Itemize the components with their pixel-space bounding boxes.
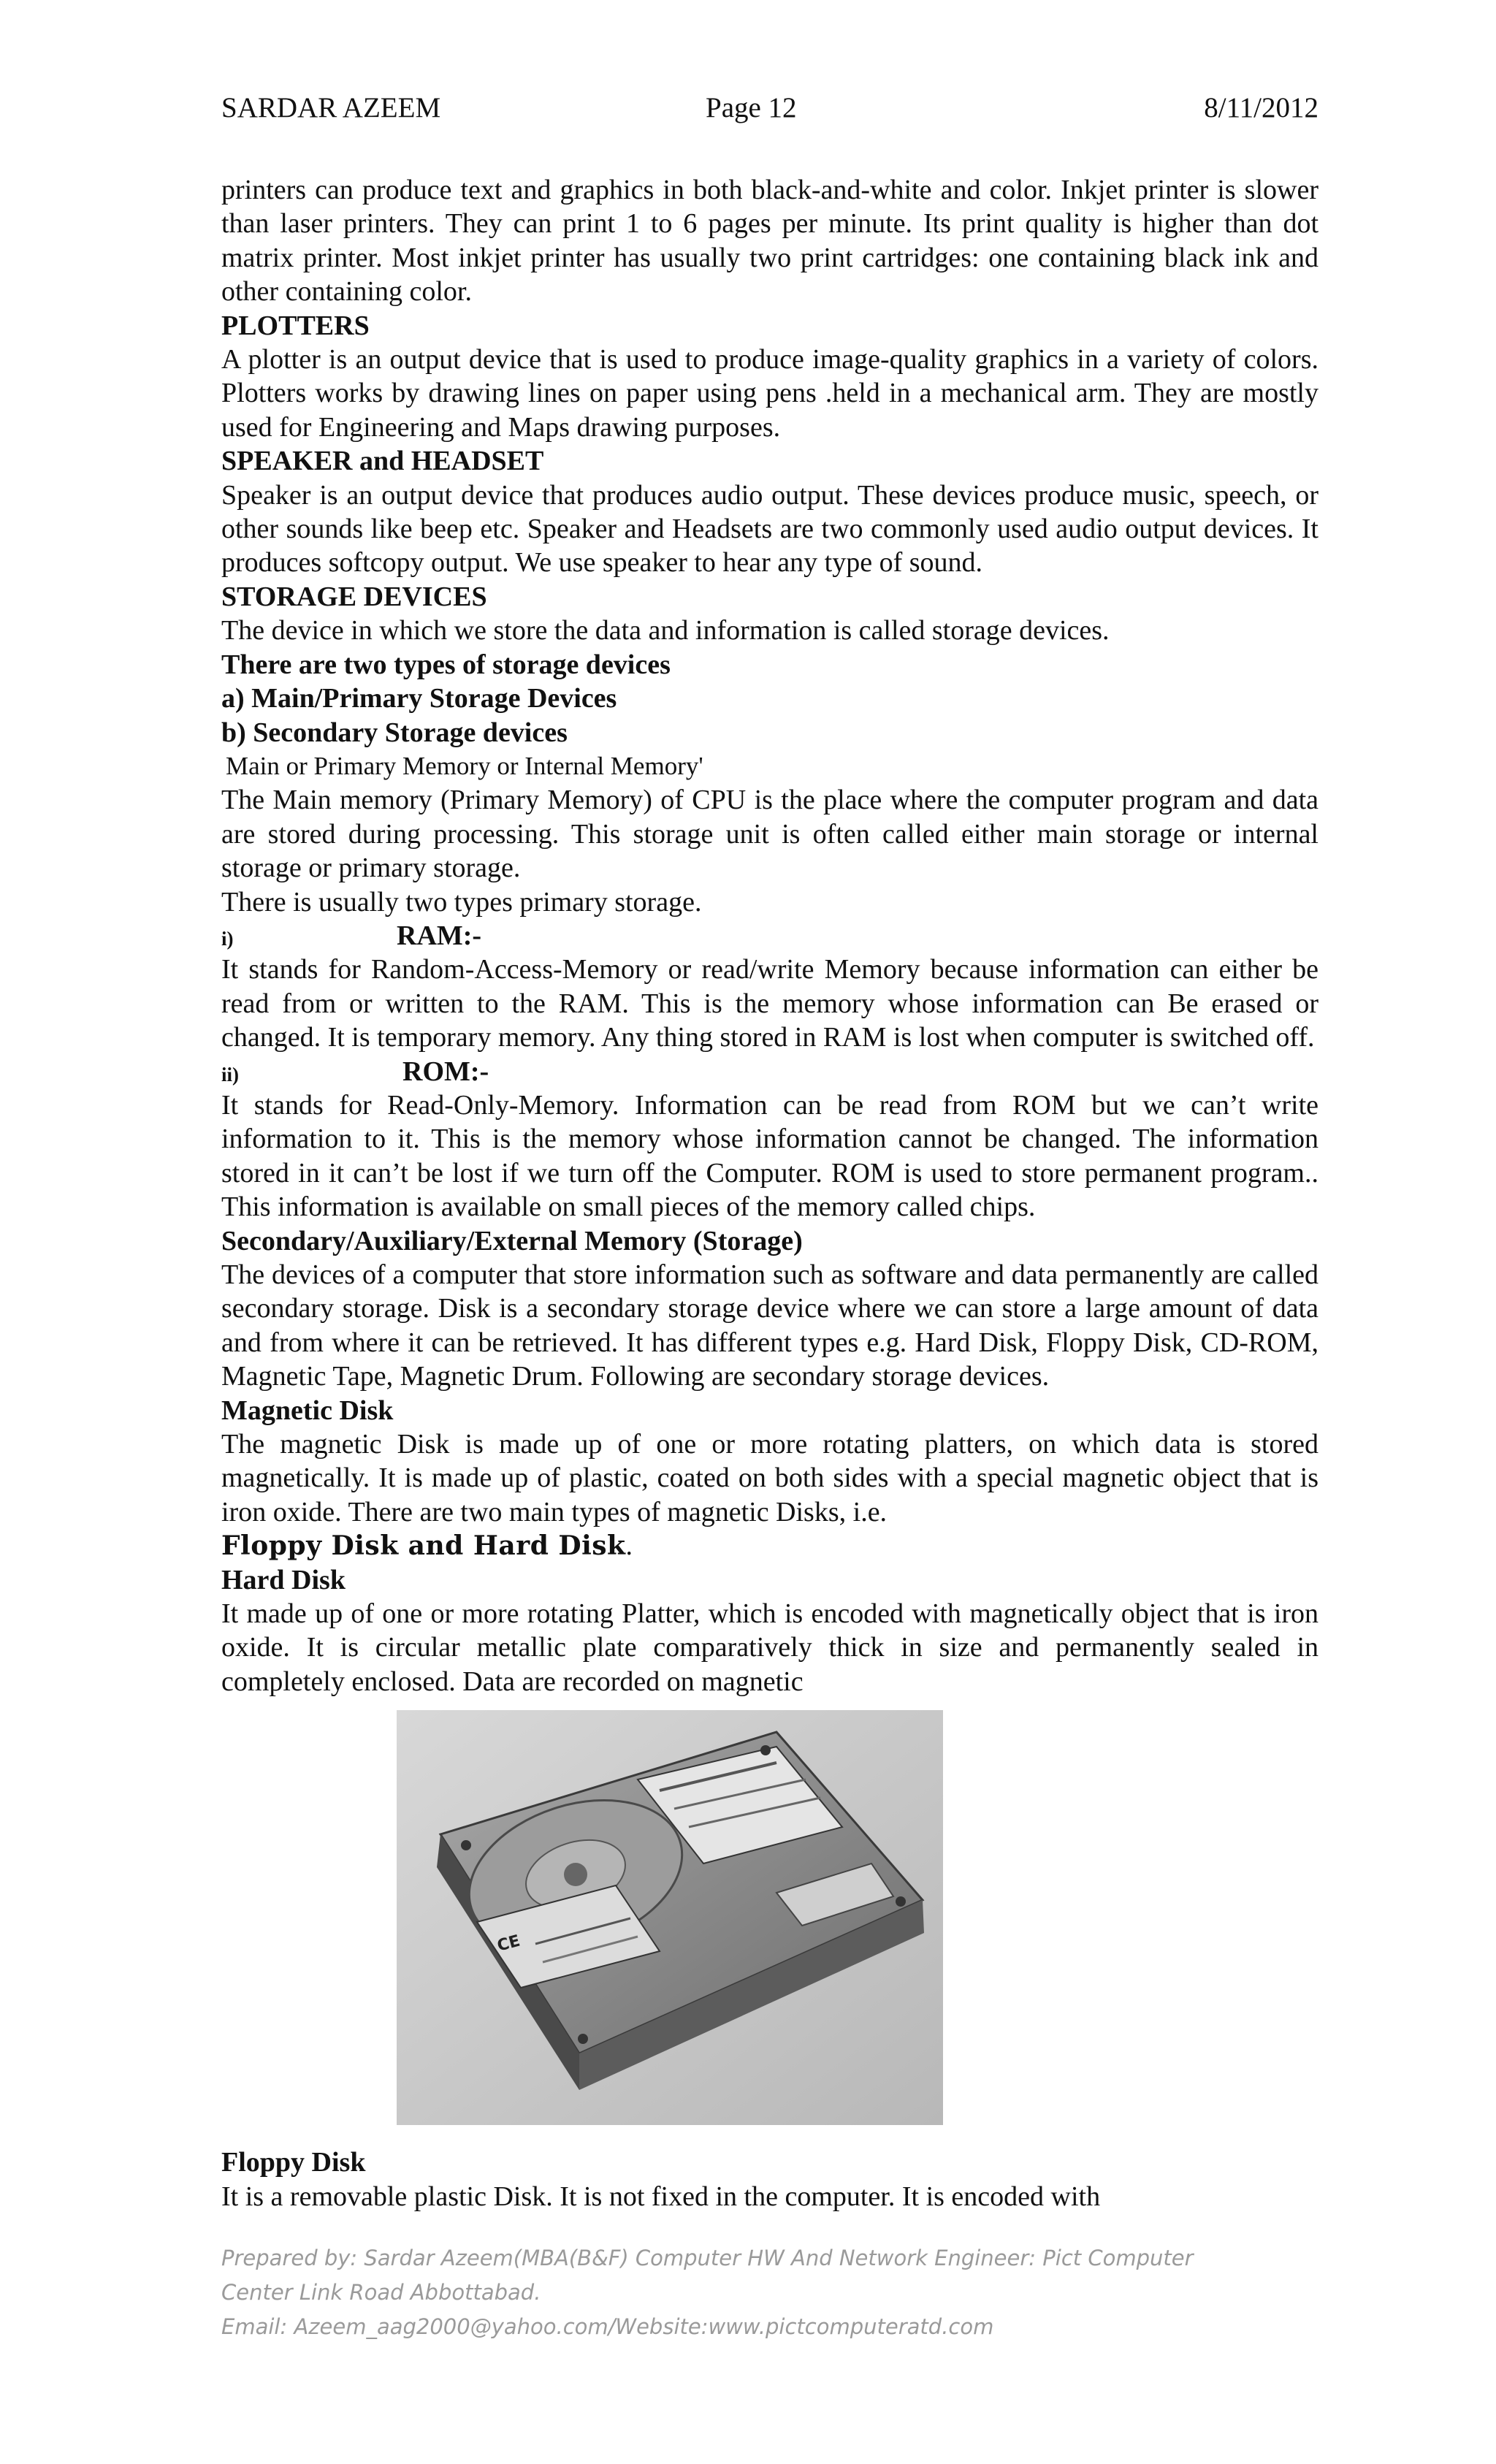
- page-body: [221, 173, 1318, 2213]
- footer-line-3: Email: Azeem_aag2000@yahoo.com/Website:www.pictcomputeratd.com: [221, 2314, 994, 2339]
- speaker-heading: SPEAKER and HEADSET: [221, 446, 544, 477]
- main-memory-paragraph: The Main memory (Primary Memory) of CPU is the place where the computer program and data are stored during processing. This storage unit is often called either main storage or internal storage or primary storage.: [221, 785, 1318, 884]
- floppy-disk-paragraph: It is a removable plastic Disk. It is not fixed in the computer. It is encoded with: [221, 2181, 1101, 2212]
- floppy-disk-heading: Floppy Disk: [221, 2147, 366, 2178]
- storage-type-b: b) Secondary Storage devices: [221, 717, 568, 748]
- page-footer: [221, 2241, 1332, 2344]
- hard-disk-photo: [397, 1710, 943, 2125]
- hard-disk-illustration: [397, 1710, 943, 2125]
- magnetic-disk-types-line: [221, 1529, 1318, 1563]
- ram-heading-row: [221, 919, 1318, 953]
- page-header: [221, 86, 1318, 130]
- ram-paragraph: It stands for Random-Access-Memory or read/write Memory because information can either be read from or written to the RAM. This is the memory whose information can Be erased or changed. It is temporary memory. Any thing stored in RAM is lost when computer is switched off.: [221, 954, 1318, 1053]
- ram-heading: RAM:-: [397, 920, 482, 951]
- footer-line-1: Prepared by: Sardar Azeem(MBA(B&F) Computer HW And Network Engineer: Pict Computer: [221, 2246, 1194, 2270]
- plotters-heading: PLOTTERS: [221, 310, 370, 341]
- ram-number: i): [221, 927, 234, 950]
- storage-paragraph: The device in which we store the data and information is called storage devices.: [221, 615, 1110, 646]
- secondary-heading: Secondary/Auxiliary/External Memory (Storage): [221, 1225, 803, 1256]
- footer-line-2: Center Link Road Abbottabad.: [221, 2280, 541, 2305]
- intro-paragraph: printers can produce text and graphics in both black-and-white and color. Inkjet printer is slower than laser printers. They can print 1 to 6 pages per minute. Its print quality is higher than dot matrix printer. Most inkjet printer has usually two print cartridges: one containing black ink and other containing color.: [221, 175, 1318, 308]
- rom-number: ii): [221, 1063, 239, 1086]
- magnetic-disk-heading: Magnetic Disk: [221, 1395, 394, 1426]
- magnetic-disk-types: Floppy Disk and Hard Disk: [221, 1530, 626, 1562]
- speaker-paragraph: Speaker is an output device that produces audio output. These devices produce music, speech, or other sounds like beep etc. Speaker and Headsets are two commonly used audio output devices. It produces softcopy output. We use speaker to hear any type of sound.: [221, 479, 1318, 579]
- hard-disk-heading: Hard Disk: [221, 1564, 346, 1595]
- storage-type-a: a) Main/Primary Storage Devices: [221, 683, 617, 714]
- header-date: 8/11/2012: [1204, 92, 1318, 123]
- storage-heading: STORAGE DEVICES: [221, 581, 487, 612]
- magnetic-disk-types-end: .: [625, 1530, 633, 1562]
- hard-disk-paragraph: It made up of one or more rotating Platter, which is encoded with magnetically object that is iron oxide. It is circular metallic plate comparatively thick in size and permanently sealed in completely enclosed. Data are recorded on magnetic: [221, 1598, 1318, 1697]
- rom-paragraph: It stands for Read-Only-Memory. Information can be read from ROM but we can’t write information to it. This is the memory whose information cannot be changed. The information stored in it can’t be lost if we turn off the Computer. ROM is used to store permanent program.. This information is available on small pieces of the memory called chips.: [221, 1089, 1318, 1223]
- primary-types-line: There is usually two types primary storage.: [221, 886, 702, 918]
- rom-heading: ROM:-: [402, 1056, 489, 1087]
- rom-heading-row: [221, 1055, 1318, 1088]
- header-author: SARDAR AZEEM: [221, 92, 441, 123]
- main-memory-label: Main or Primary Memory or Internal Memory': [226, 751, 703, 780]
- header-page-number: Page 12: [706, 92, 797, 123]
- magnetic-disk-paragraph: The magnetic Disk is made up of one or more rotating platters, on which data is stored magnetically. It is made up of plastic, coated on both sides with a special magnetic object that is iron oxide. There are two main types of magnetic Disks, i.e.: [221, 1429, 1318, 1527]
- hard-disk-figure: [221, 1710, 1318, 2141]
- plotters-paragraph: A plotter is an output device that is used to produce image-quality graphics in a variety of colors. Plotters works by drawing lines on paper using pens .held in a mechanical arm. They are mostly used for Engineering and Maps drawing purposes.: [221, 344, 1318, 443]
- storage-types-heading: There are two types of storage devices: [221, 649, 671, 680]
- secondary-paragraph: The devices of a computer that store information such as software and data permanently are called secondary storage. Disk is a secondary storage device where we can store a large amount of data and from where it can be retrieved. It has different types e.g. Hard Disk, Floppy Disk, CD-ROM, Magnetic Tape, Magnetic Drum. Following are secondary storage devices.: [221, 1259, 1318, 1392]
- svg-text:CE: CE: [495, 1931, 522, 1956]
